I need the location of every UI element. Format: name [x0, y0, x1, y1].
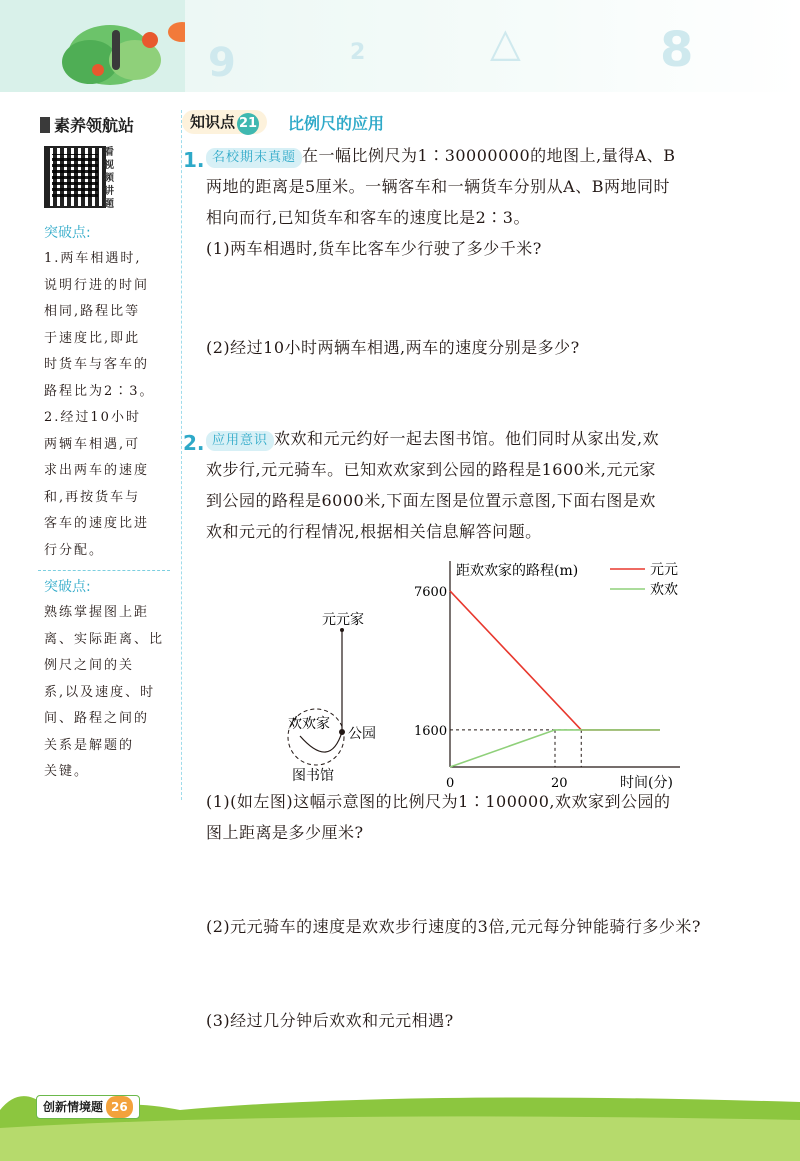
- question-2-line-2: 欢步行,元元骑车。已知欢欢家到公园的路程是1600米,元元家: [206, 460, 656, 479]
- sidebar-key-line-2: 离、实际距离、比: [44, 631, 165, 647]
- travel-chart: [410, 555, 785, 790]
- question-1-tag: 名校期末真题: [206, 148, 302, 168]
- sidebar-note-line-5: 时货车与客车的: [44, 357, 150, 372]
- legend-label-1: 元元: [650, 562, 678, 578]
- question-2-line-1: 欢欢和元元约好一起去图书馆。他们同时从家出发,欢: [274, 429, 660, 448]
- qr-code[interactable]: [44, 146, 106, 208]
- knowledge-point-number: 21: [237, 113, 259, 135]
- y-axis-label: 距欢欢家的路程(m): [456, 563, 579, 579]
- lighthouse-icon: [40, 117, 50, 133]
- question-2-sub-2: (2)元元骑车的速度是欢欢步行速度的3倍,元元每分钟能骑行多少米?: [206, 917, 702, 936]
- sidebar-note-line-9: 求出两车的速度: [44, 463, 150, 478]
- sidebar-note-line-8: 两辆车相遇,可: [44, 436, 141, 452]
- x-tick-label-2: 20: [551, 776, 568, 790]
- label-park: 公园: [348, 726, 376, 742]
- y-tick-label-1: 7600: [414, 584, 448, 600]
- sidebar-note-line-10: 和,再按货车与: [44, 489, 141, 505]
- sidebar-notes-1: [44, 246, 176, 564]
- question-1-text: [206, 140, 776, 264]
- label-yuanyuan-home: 元元家: [322, 612, 364, 628]
- sidebar-key-line-3: 例尺之间的关: [44, 658, 135, 673]
- sidebar-title: 素养领航站: [40, 113, 134, 136]
- question-1-sub-1: (1)两车相遇时,货车比客车少行驶了多少千米?: [206, 239, 542, 258]
- question-2-tag: 应用意识: [206, 431, 274, 451]
- sidebar-note-line-4: 于速度比,即此: [44, 330, 141, 346]
- sidebar-heading-1: 突破点:: [44, 225, 91, 241]
- footer-grass: [0, 1080, 800, 1161]
- question-1-number: 1.: [183, 148, 205, 172]
- column-divider: [181, 110, 182, 800]
- label-huanhuan-home: 欢欢家: [288, 716, 330, 732]
- knowledge-point-badge: 知识点 21: [182, 110, 267, 134]
- question-2-number: 2.: [183, 431, 205, 455]
- question-1-line-1: 在一幅比例尺为1∶30000000的地图上,量得A、B: [302, 146, 676, 165]
- road-to-park: [300, 732, 342, 752]
- label-library: 图书馆: [292, 768, 334, 784]
- sidebar-key-line-5: 间、路程之间的: [44, 711, 150, 726]
- question-2-line-4: 欢和元元的行程情况,根据相关信息解答问题。: [206, 522, 542, 541]
- sidebar-note-line-1: 1.两车相遇时,: [44, 251, 142, 266]
- sidebar-key-line-7: 关键。: [44, 764, 90, 779]
- page-number: 26: [106, 1096, 133, 1118]
- sidebar-heading-2: 突破点:: [44, 579, 91, 595]
- sidebar-key-line-4: 系,以及速度、时: [44, 684, 156, 700]
- sidebar-note-line-7: 2.经过10小时: [44, 410, 141, 425]
- question-1-sub-2: (2)经过10小时两辆车相遇,两车的速度分别是多少?: [206, 338, 580, 357]
- question-2-sub-3: (3)经过几分钟后欢欢和元元相遇?: [206, 1011, 454, 1030]
- position-diagram: [270, 600, 410, 790]
- question-2-line-3: 到公园的路程是6000米,下面左图是位置示意图,下面右图是欢: [206, 491, 656, 510]
- qr-label: 看视频讲题: [104, 147, 114, 210]
- sidebar-note-line-2: 说明行进的时间: [44, 277, 150, 293]
- sidebar-note-line-3: 相同,路程比等: [44, 304, 141, 319]
- yuanyuan-point: [340, 628, 344, 632]
- sidebar-notes-2: [44, 600, 176, 786]
- question-2-text: [206, 423, 786, 547]
- header-plant-panel: [0, 0, 185, 92]
- decor-number-8: 8: [660, 22, 694, 78]
- y-tick-label-2: 1600: [414, 723, 448, 739]
- legend-label-2: 欢欢: [650, 582, 678, 598]
- sidebar-note-line-6: 路程比为2∶3。: [44, 383, 155, 399]
- decor-number-9: 9: [208, 40, 236, 86]
- x-axis-label: 时间(分): [620, 775, 673, 790]
- series-line-1: [450, 591, 660, 730]
- decor-number-2: 2: [350, 40, 366, 65]
- footer-badge: 创新情境题 26: [36, 1095, 140, 1119]
- sidebar-key-line-1: 熟练掌握图上距: [44, 605, 150, 620]
- question-1-line-2: 两地的距离是5厘米。一辆客车和一辆货车分别从A、B两地同时: [206, 177, 670, 196]
- plant-illustration: [0, 0, 185, 92]
- sidebar-note-line-12: 行分配。: [44, 542, 105, 558]
- x-tick-label-1: 0: [446, 776, 455, 790]
- sidebar-divider: [38, 570, 170, 571]
- question-2-sub-1: (1)(如左图)这幅示意图的比例尺为1∶100000,欢欢家到公园的 图上距离是多少厘米?: [206, 792, 671, 842]
- question-1-line-3: 相向而行,已知货车和客车的速度比是2∶3。: [206, 208, 530, 227]
- knowledge-point-title: 比例尺的应用: [288, 114, 385, 133]
- sidebar-note-line-11: 客车的速度比进: [44, 516, 150, 531]
- sidebar-key-line-6: 关系是解题的: [44, 737, 135, 753]
- decor-triangle: △: [490, 20, 521, 66]
